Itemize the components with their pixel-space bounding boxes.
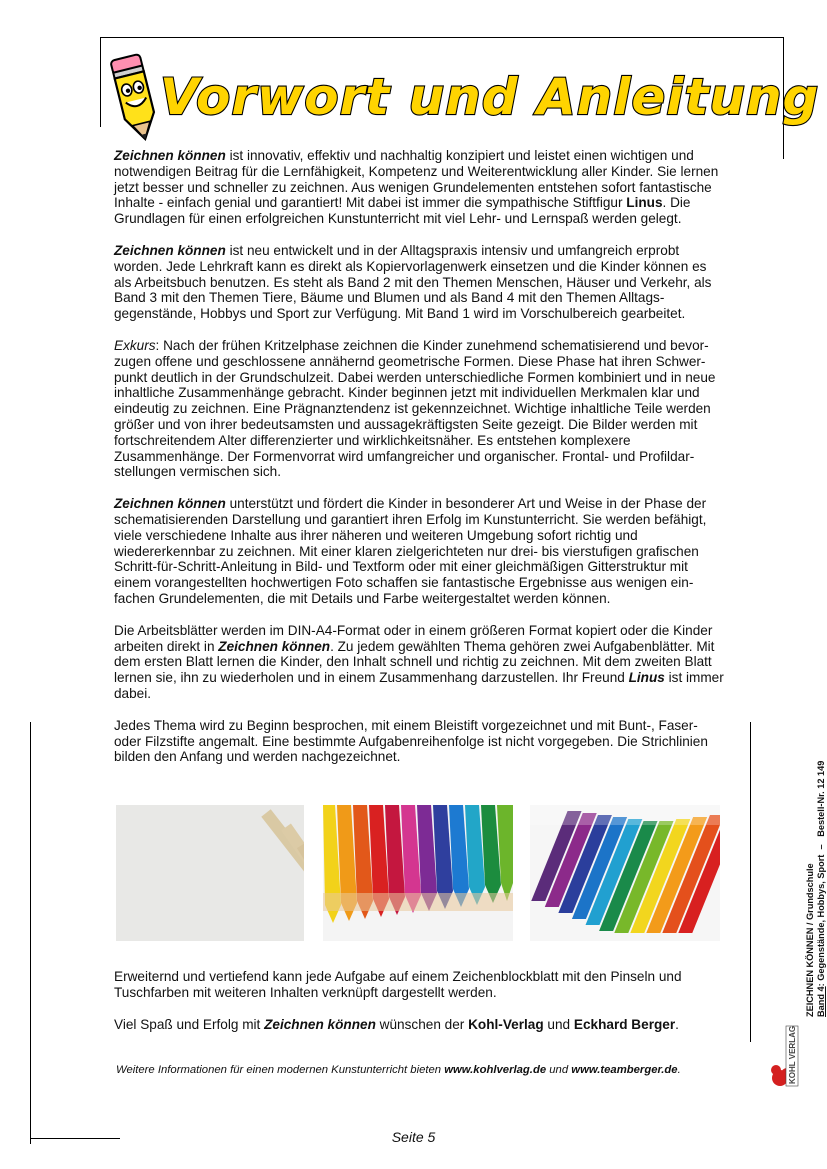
paragraph-support (114, 496, 726, 607)
paragraph-text: Die Arbeitsblätter werden im DIN-A4-Format oder in einem größeren Format kopiert oder die Kinder arbeiten direkt in (114, 622, 713, 654)
main-content (114, 148, 726, 781)
character-name: Linus (628, 670, 665, 686)
paragraph-text: unterstützt und fördert die Kinder in besonderer Art und Weise in der Phase der schematisierenden Darstellung und garantiert ihren Erfolg im Kunstunterricht. Sie werden befähigt, viele verschiedene Inhalte aus ihrer näheren und weiteren Umgebung sofort richtig und wiedererkennbar zu zeichnen. Mit einer klaren zielgerichteten nur drei- bis vierstufigen grafischen Schritt-für-Schritt-Anleitung in Bild- und Textform oder mit einer gleichmäßigen Gitterstruktur mit einem vorangestellten hochwertigen Foto schaffen sie fantastische Ergebnisse aus wenigen ein-fachen Grundelementen, die mit Details und Farbe weitergestaltet werden können. (114, 496, 707, 606)
paragraph-greeting (114, 1017, 726, 1033)
exkurs-label: Exkurs (114, 337, 156, 353)
felt-tip-pens-photo (530, 805, 720, 941)
brand-name: Zeichnen können (264, 1016, 376, 1032)
footer-text: und (546, 1064, 572, 1076)
side-band-topics: : Gegenstände, Hobbys, Sport (816, 854, 826, 987)
publisher-logo (768, 1022, 800, 1092)
brand-name: Zeichnen können (114, 496, 226, 512)
paragraph-exkurs (114, 338, 726, 480)
character-name: Linus (626, 195, 663, 211)
side-order-number: Bestell-Nr. 12 149 (816, 760, 826, 837)
graphite-pencils-photo (116, 805, 304, 941)
paragraph-text: Erweiternd und vertiefend kann jede Aufgabe auf einem Zeichenblockblatt mit den Pinseln und Tuschfarben mit weiteren Inhalten verknüpft dargestellt werden. (114, 969, 682, 1000)
brand-name: Zeichnen können (218, 638, 331, 654)
brand-name: Zeichnen können (114, 148, 226, 163)
footer-text: . (677, 1064, 681, 1076)
pencil-mascot-icon (108, 50, 164, 146)
page-title: Vorwort und Anleitung (160, 68, 820, 126)
paragraph-text: . Die Grundlagen für einen erfolgreichen Kunstunterricht mit viel Lehr- und Lernspaß werden gelegt. (114, 195, 691, 227)
author-name: Eckhard Berger (573, 1016, 676, 1032)
paragraph-text: und (543, 1016, 574, 1032)
paragraph-text: Jedes Thema wird zu Beginn besprochen, mit einem Bleistift vorgezeichnet und mit Bunt-, Faser- oder Filzstifte angemalt. Eine bestimmte Aufgabenreihenfolge ist nicht vorgegeben. Die Strichlinien bilden den Anfang und werden nachgezeichnet. (114, 717, 708, 765)
paragraph-extension (114, 969, 726, 1001)
paragraph-text: ist innovativ, effektiv und nachhaltig konzipiert und leistet einen wichtigen und notwendigen Beitrag für die Lernfähigkeit, Kompetenz und Weiterentwicklung aller Kinder. Sie lernen jetzt besser und schneller zu zeichnen. Aus wenigen Grundelementen entstehen sofort fantastische Inhalte - einfach genial und garantiert! Mit dabei ist immer die sympathische Stiftfigur (114, 148, 719, 211)
side-band (816, 727, 827, 1017)
paragraph-text: . (675, 1016, 679, 1032)
side-dash: – (816, 844, 826, 850)
paragraph-intro (114, 148, 726, 227)
closing-content (114, 969, 726, 1048)
colored-pencils-photo (323, 805, 513, 941)
frame-line-left-top (100, 37, 101, 127)
frame-line-left (30, 722, 31, 1144)
paragraph-text: : Nach der frühen Kritzelphase zeichnen die Kinder zunehmend schematisierend und bevor-zugen offene und geschlossene annähernd geometrische Formen. Diese Phase hat ihren Schwer-punkt deutlich in der Grundschulzeit. Dabei werden unterschiedliche Formen kombiniert und in neue inhaltliche Zusammenhänge gebracht. Kinder beginnen jetzt mit individuellen Merkmalen klar und eindeutig zu zeichnen. Eine Prägnanztendenz ist gekennzeichnet. Wichtige inhaltliche Teile werden größer und von ihrer bedeutsamsten und aussagekräftigsten Seite gezeigt. Die Bilder werden mit fortschreitendem Alter differenzierter und wirklichkeitsnäher. Es entstehen komplexere Zusammenhänge. Der Formenvorrat wird umfangreicher und organischer. Frontal- und Profildar-stellungen vermischen sich. (114, 337, 716, 480)
side-info (805, 727, 827, 1017)
brand-name: Zeichnen können (114, 242, 226, 258)
side-band-number: Band 4 (816, 986, 826, 1017)
paragraph-worksheets (114, 623, 726, 702)
paragraph-text: ist immer dabei. (114, 670, 724, 701)
logo-text: KOHL VERLAG (788, 1025, 797, 1084)
paragraph-text: . Zu jedem gewählten Thema gehören zwei Aufgabenblätter. Mit dem ersten Blatt lernen die Kinder, den Inhalt schnell und richtig zu zeichnen. Mit dem zweiten Blatt lernen sie, ihn zu wiederholen und in einem Zusammenhang darzustellen. Ihr Freund (114, 638, 715, 686)
kohl-verlag-logo-icon (768, 1022, 800, 1092)
paragraph-text: ist neu entwickelt und in der Alltagspraxis intensiv und umfangreich erprobt worden. Jede Lehrkraft kann es direkt als Kopiervorlagenwerk einsetzen und die Kinder können es als Arbeitsbuch benutzen. Es steht als Band 2 mit den Themen Menschen, Häuser und Verkehr, als Band 3 mit den Themen Tiere, Bäume und Blumen und als Band 4 mit den Themen Alltags-gegenstände, Hobbys und Sport zur Verfügung. Mit Band 1 wird im Vorschulbereich gearbeitet. (114, 242, 712, 322)
publisher-name: Kohl-Verlag (468, 1016, 544, 1032)
footer-text: Weitere Informationen für einen modernen Kunstunterricht bieten (116, 1064, 445, 1076)
frame-line-top (100, 37, 784, 38)
paragraph-text: wünschen der (375, 1016, 469, 1032)
frame-line-right-bottom (750, 722, 751, 1042)
link-teamberger[interactable]: www.teamberger.de (571, 1064, 678, 1076)
paragraph-development (114, 243, 726, 322)
link-kohlverlag[interactable]: www.kohlverlag.de (444, 1064, 547, 1076)
paragraph-themes (114, 718, 726, 765)
side-series: ZEICHNEN KÖNNEN / Grundschule (805, 863, 815, 1017)
paragraph-text: Viel Spaß und Erfolg mit (114, 1016, 265, 1032)
footer-info (116, 1064, 736, 1076)
photo-strip (116, 805, 720, 941)
page-number: Seite 5 (391, 1129, 436, 1145)
title-area (108, 50, 820, 150)
